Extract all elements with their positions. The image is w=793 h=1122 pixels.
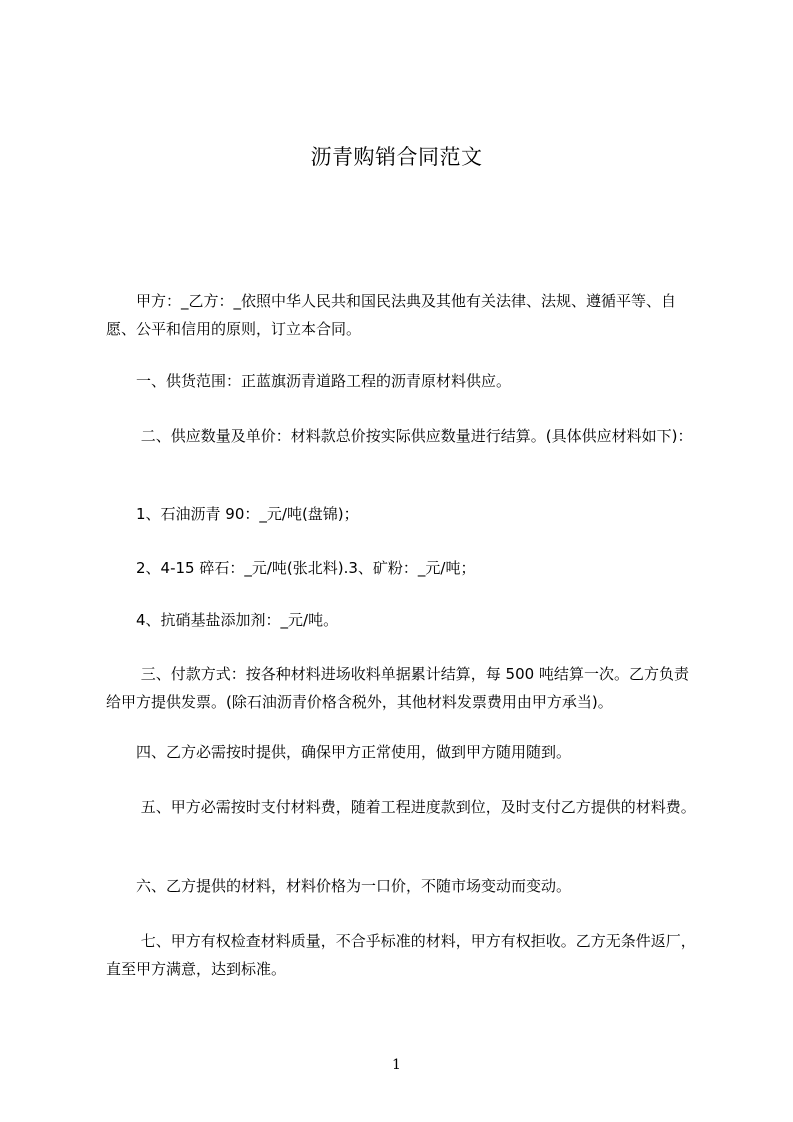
page-number: 1 — [392, 1057, 401, 1073]
document-title: 沥青购销合同范文 — [310, 145, 483, 169]
paragraph-preamble: 甲方：_乙方：_依照中华人民共和国民法典及其他有关法律、法规、遵循平等、自愿、公平和信用的原则，订立本合同。 — [106, 292, 677, 338]
paragraph-clause-2: 二、供应数量及单价：材料款总价按实际供应数量进行结算。(具体供应材料如下)： — [106, 427, 693, 445]
paragraph-item-1: 1、石油沥青 90：_元/吨(盘锦)； — [106, 505, 359, 523]
paragraph-clause-4: 四、乙方必需按时提供，确保甲方正常使用，做到甲方随用随到。 — [106, 743, 572, 761]
paragraph-item-4: 4、抗硝基盐添加剂：_元/吨。 — [106, 611, 339, 629]
paragraph-clause-6: 六、乙方提供的材料，材料价格为一口价，不随市场变动而变动。 — [106, 877, 572, 895]
paragraph-clause-3: 三、付款方式：按各种材料进场收料单据累计结算，每 500 吨结算一次。乙方负责给甲方提供发票。(除石油沥青价格含税外，其他材料发票费用由甲方承当)。 — [106, 665, 689, 711]
paragraph-clause-5: 五、甲方必需按时支付材料费，随着工程进度款到位，及时支付乙方提供的材料费。 — [106, 798, 696, 816]
paragraph-clause-7: 七、甲方有权检查材料质量，不合乎标准的材料，甲方有权拒收。乙方无条件返厂，直至甲方满意，达到标准。 — [106, 932, 696, 978]
paragraph-item-2-3: 2、4-15 碎石：_元/吨(张北料).3、矿粉：_元/吨； — [106, 559, 476, 577]
paragraph-clause-1: 一、供货范围：正蓝旗沥青道路工程的沥青原材料供应。 — [106, 372, 512, 390]
